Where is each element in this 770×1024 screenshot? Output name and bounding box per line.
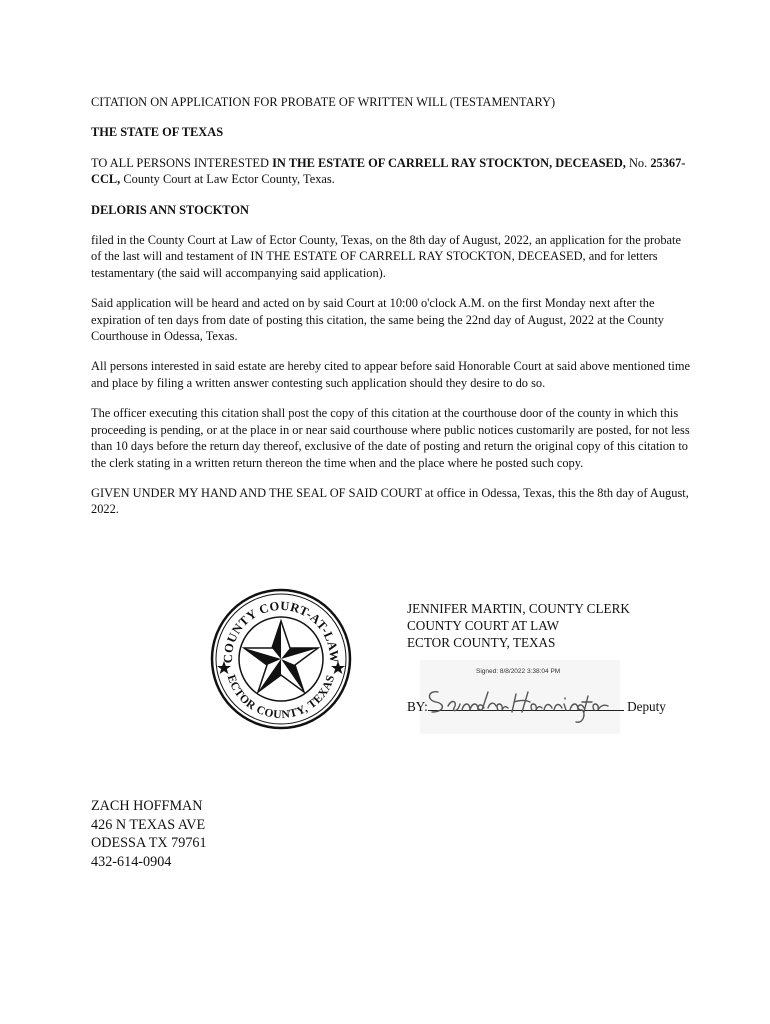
seal-top-text: COUNTY COURT-AT-LAW (220, 598, 342, 664)
signed-timestamp: Signed: 8/8/2022 3:38:04 PM (476, 668, 561, 675)
attorney-address-block (91, 797, 207, 871)
attorney-name: ZACH HOFFMAN (91, 798, 203, 814)
clerk-county: ECTOR COUNTY, TEXAS (407, 635, 556, 650)
svg-text:ECTOR COUNTY, TEXAS (225, 673, 338, 721)
filed-paragraph: filed in the County Court at Law of Ector County, Texas, on the 8th day of August, 2022, an application for the probate of the last will and testament of IN THE ESTATE OF CARRELL RAY STOCKTON, DECEASED, and for letters testamentary (the said will accompanying said application). (91, 233, 681, 280)
given-paragraph: GIVEN UNDER MY HAND AND THE SEAL OF SAID COURT at office in Odessa, Texas, this the 8th day of August, 2022. (91, 485, 689, 517)
officer-paragraph: The officer executing this citation shall post the copy of this citation at the courthouse door of the county in which this proceeding is pending, or at the place in or near said courthouse where public notices customarily are posted, for not less than 10 days before the return day thereof, exclusive of the date of posting and return the original copy of this citation to the clerk stating in a written return thereon the time when and the place where he posted such copy. (91, 406, 690, 470)
deputy-label: Deputy (627, 699, 666, 714)
to-all-prefix: TO ALL PERSONS INTERESTED (91, 155, 273, 170)
county-court-seal (210, 588, 352, 735)
to-all-paragraph (91, 155, 691, 188)
seal-bottom-text: ECTOR COUNTY, TEXAS (224, 673, 338, 722)
attorney-street: 426 N TEXAS AVE (91, 816, 206, 833)
estate-name: IN THE ESTATE OF CARRELL RAY STOCKTON, DECEASED, (272, 155, 626, 170)
clerk-court: COUNTY COURT AT LAW (407, 618, 560, 633)
document-heading: CITATION ON APPLICATION FOR PROBATE OF WRITTEN WILL (TESTAMENTARY) (91, 95, 556, 109)
case-no-label: No. (625, 155, 651, 170)
seal-center-star-icon (244, 621, 318, 692)
applicant-name: DELORIS ANN STOCKTON (91, 202, 249, 217)
hearing-paragraph: Said application will be heard and acted on by said Court at 10:00 o'clock A.M. on the first Monday next after the expiration of ten days from date of posting this citation, the same being the 22nd day of August, 2022 at the County Courthouse in Odessa, Texas. (91, 296, 664, 344)
by-label: BY: (407, 699, 428, 714)
clerk-block (407, 600, 630, 651)
state-heading: THE STATE OF TEXAS (91, 125, 224, 140)
case-number: 25367-CCL, (91, 155, 686, 187)
court-suffix: County Court at Law Ector County, Texas. (120, 172, 335, 187)
handwritten-signature (424, 682, 614, 731)
attorney-phone: 432-614-0904 (91, 853, 172, 870)
citation-document (91, 94, 691, 532)
attorney-city: ODESSA TX 79761 (91, 835, 207, 851)
cited-paragraph: All persons interested in said estate are hereby cited to appear before said Honorable Court at said above mentioned time and place by filing a written answer contesting such application should they desire to do so. (91, 359, 691, 390)
clerk-name: JENNIFER MARTIN, COUNTY CLERK (407, 601, 630, 616)
